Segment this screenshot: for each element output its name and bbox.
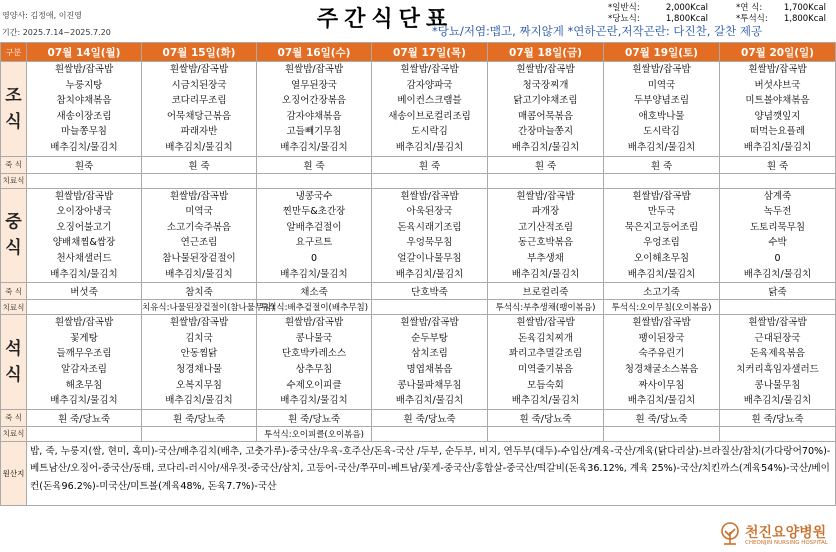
- dish-item: 양념깻잎지: [754, 110, 801, 122]
- dialysis-label: 치료식: [1, 426, 27, 441]
- calorie-diabetes: *당뇨식: 1,800Kcal: [608, 14, 708, 24]
- dialysis-cell: [488, 173, 604, 188]
- day-header: 07월 16일(수): [257, 43, 372, 62]
- dish-item: 배추김치/물김치: [165, 395, 233, 407]
- origin-row: [1, 441, 836, 505]
- dish-item: 배추김치/물김치: [50, 268, 118, 280]
- porridge-cell: 흰 죽/당뇨죽: [27, 409, 142, 426]
- logo-name: 천진요양병원: [745, 525, 827, 541]
- dish-item: 꽃게탕: [70, 332, 98, 344]
- porridge-cell: 브로컬리죽: [488, 283, 604, 300]
- dish-item: 콩나물무침: [754, 379, 801, 391]
- porridge-label: 죽 식: [1, 283, 27, 300]
- menu-cell: [257, 62, 372, 157]
- dish-item: 흰쌀밥/잡곡밥: [516, 190, 575, 202]
- dish-item: 배추김치/물김치: [395, 268, 464, 280]
- day-header: 07월 15일(화): [142, 43, 257, 62]
- dialysis-row: [1, 173, 836, 188]
- dialysis-row: [1, 300, 836, 315]
- dish-item: 숙주유린기: [638, 348, 685, 360]
- dish-item: 파래자반: [180, 126, 218, 138]
- menu-cell: [720, 315, 836, 410]
- dish-item: 묵은지고등어조림: [624, 221, 699, 233]
- dish-item: 단호박카레소스: [281, 348, 347, 360]
- dish-item: 얼갈이나물무침: [397, 252, 462, 264]
- porridge-cell: 흰 죽/당뇨죽: [142, 409, 257, 426]
- dish-item: 흰쌀밥/잡곡밥: [54, 64, 114, 75]
- page-header: [0, 0, 835, 46]
- dialysis-cell: [372, 426, 488, 441]
- dish-item: 배추김치/물김치: [50, 141, 118, 153]
- dish-item: 김치국: [185, 332, 213, 344]
- day-header: 07월 20일(일): [720, 43, 836, 62]
- dish-item: 만두국: [647, 206, 676, 218]
- meal-row: [1, 62, 836, 157]
- dish-item: 흰쌀밥/잡곡밥: [169, 64, 229, 75]
- porridge-cell: 흰 죽: [142, 156, 257, 173]
- day-header: 07월 14일(월): [27, 43, 142, 62]
- menu-cell: [372, 315, 488, 410]
- dish-item: 삼계죽: [763, 190, 792, 202]
- dish-item: 배추김치/물김치: [280, 141, 348, 153]
- dish-item: 흰쌀밥/잡곡밥: [632, 317, 691, 329]
- porridge-cell: 흰 죽/당뇨죽: [257, 409, 372, 426]
- meal-label: 중 식: [1, 188, 27, 283]
- dish-item: 흰쌀밥/잡곡밥: [516, 64, 575, 75]
- porridge-label: 죽 식: [1, 409, 27, 426]
- menu-cell: [372, 188, 488, 283]
- dish-item: 꽈리고추멸갈조림: [508, 348, 583, 360]
- day-header: 07월 18일(금): [488, 43, 604, 62]
- dish-item: 배추김치/물김치: [280, 268, 348, 280]
- porridge-cell: 단호박죽: [372, 283, 488, 300]
- meal-label: 조 식: [1, 62, 27, 157]
- dish-item: 들깨무우조림: [56, 348, 112, 360]
- menu-body: [1, 62, 836, 506]
- menu-cell: [27, 188, 142, 283]
- porridge-cell: 흰 죽: [257, 156, 372, 173]
- dish-item: 배추김치/물김치: [165, 268, 233, 280]
- menu-cell: [27, 315, 142, 410]
- origin-label: 원산지: [1, 441, 27, 505]
- dish-item: 알배추겉절이: [286, 221, 342, 233]
- menu-cell: [604, 62, 720, 157]
- dish-item: 배추김치/물김치: [743, 268, 812, 280]
- dish-item: 배추김치/물김치: [50, 395, 118, 407]
- dish-item: 녹두전: [763, 206, 792, 218]
- dish-item: 흰쌀밥/잡곡밥: [400, 317, 459, 329]
- dish-item: 배추김치/물김치: [395, 141, 464, 153]
- dialysis-cell: [372, 173, 488, 188]
- dish-item: 오이장아냉국: [56, 206, 112, 218]
- dish-item: 흰쌀밥/잡곡밥: [284, 317, 344, 329]
- dish-item: 흰쌀밥/잡곡밥: [400, 64, 459, 75]
- dish-item: 흰쌀밥/잡곡밥: [516, 317, 575, 329]
- origin-text: 밥, 죽, 누룽지(쌀, 현미, 흑미)-국산/배추김치(배추, 고춧가루)-중국산/우육-호주산/돈육-국산 /두부, 순두부, 비지, 연두부(대두)-수입산/계육-국산/계육(닭다리살)-브라질산/참치(가다랑어70%)-베트남산/오징어-중국산/동태, 코다리-러시아/새우젓-중국산/삼치, 고등어-국산/쭈꾸미-베트남/꽃게-중국산/홍합살-중국산/떡갈비(돈육36.12%, 계육 25%)-국산/치킨까스(계육54%)-국산/베이컨(돈육96.2%)-미국산/미트볼(계육48%, 돈육7.7%)-국산: [27, 441, 836, 505]
- dialysis-cell: [372, 300, 488, 315]
- dish-item: 부추생채: [527, 252, 564, 264]
- calorie-dialysis: *투석식: 1,800Kcal: [736, 14, 826, 24]
- dish-item: 양배채찜&쌈장: [52, 237, 116, 249]
- dish-item: 돈육시래기조림: [397, 221, 462, 233]
- dish-item: 명엽채볶음: [406, 363, 453, 375]
- dish-item: 새송이장조림: [56, 110, 112, 122]
- dish-item: 요구르트: [295, 237, 333, 249]
- dish-item: 흰쌀밥/잡곡밥: [284, 64, 344, 75]
- dish-item: 배추김치/물김치: [395, 395, 464, 407]
- dish-item: 코다리무조림: [171, 95, 227, 107]
- dish-item: 청경채나물: [176, 363, 222, 375]
- dish-item: 흰쌀밥/잡곡밥: [632, 190, 691, 202]
- dish-item: 고기산적조림: [517, 221, 574, 233]
- dish-item: 수제오이피클: [286, 379, 342, 391]
- dish-item: 천사채샐러드: [56, 252, 112, 264]
- dialysis-cell: [720, 173, 836, 188]
- dish-item: 오이해초무침: [633, 252, 690, 264]
- dish-item: 팽이된장국: [638, 332, 685, 344]
- dish-item: 도시락김: [643, 126, 680, 138]
- dish-item: 우엉조림: [643, 237, 680, 249]
- dish-item: 버섯샤브국: [754, 79, 801, 91]
- dish-item: 파개장: [531, 206, 560, 218]
- dish-item: 도토리묵무침: [749, 221, 806, 233]
- porridge-label: 죽 식: [1, 156, 27, 173]
- diet-note: *당뇨/저염:맵고, 짜지않게 *연하곤란,저작곤란: 다진찬, 갈찬 제공: [432, 24, 763, 38]
- logo-english: CHEONJIN NURSING HOSPITAL: [745, 540, 828, 546]
- porridge-cell: 닭죽: [720, 283, 836, 300]
- dish-item: 연근조림: [180, 237, 218, 249]
- dish-item: 찐만두&초간장: [282, 206, 346, 218]
- porridge-cell: 흰 죽/당뇨죽: [488, 409, 604, 426]
- dish-item: 떠먹는요플레: [749, 126, 806, 138]
- dish-item: 돈육김치찌개: [517, 332, 574, 344]
- dialysis-cell: [142, 173, 257, 188]
- menu-cell: [604, 188, 720, 283]
- dish-item: 흰쌀밥/잡곡밥: [54, 190, 114, 202]
- menu-cell: [142, 315, 257, 410]
- nutritionist-text: 영양사: 김정애, 이진영: [2, 11, 82, 20]
- dish-item: 냉콩국수: [295, 190, 333, 202]
- porridge-cell: 흰 죽: [372, 156, 488, 173]
- dish-item: 배추김치/물김치: [165, 141, 233, 153]
- dish-item: 흰쌀밥/잡곡밥: [748, 64, 807, 75]
- porridge-cell: 흰 죽/당뇨죽: [604, 409, 720, 426]
- dialysis-cell: [27, 300, 142, 315]
- dish-item: 청경채굴소스볶음: [624, 363, 699, 375]
- dish-item: 해초무침: [65, 379, 103, 391]
- dish-item: 고들빼기무침: [286, 126, 342, 138]
- dish-item: 감자양파국: [406, 79, 453, 91]
- dialysis-cell: 투석식:부추생채(팽이볶음): [488, 300, 604, 315]
- dish-item: 시금치된장국: [171, 79, 227, 91]
- porridge-cell: 흰 죽/당뇨죽: [720, 409, 836, 426]
- porridge-cell: 소고기죽: [604, 283, 720, 300]
- dish-item: 0: [310, 252, 318, 264]
- dish-item: 흰쌀밥/잡곡밥: [748, 317, 807, 329]
- menu-cell: [257, 315, 372, 410]
- dish-item: 배추김치/물김치: [627, 268, 696, 280]
- dialysis-cell: 투석식:오이피클(오이볶음): [257, 426, 372, 441]
- dish-item: 근대된장국: [754, 332, 801, 344]
- porridge-cell: 채소죽: [257, 283, 372, 300]
- dish-item: 소고기숙주볶음: [166, 221, 232, 233]
- dish-item: 배추김치/물김치: [280, 395, 348, 407]
- dish-item: 닭고기야채조림: [513, 95, 578, 107]
- day-header: 07월 19일(토): [604, 43, 720, 62]
- dish-item: 참치야채볶음: [56, 95, 112, 107]
- dish-item: 알감자조림: [61, 363, 107, 375]
- dish-item: 동근호박볶음: [517, 237, 574, 249]
- dish-item: 두부양념조림: [633, 95, 690, 107]
- dish-item: 오징어불고기: [56, 221, 112, 233]
- dish-item: 열무된장국: [291, 79, 337, 91]
- dialysis-cell: [488, 426, 604, 441]
- dialysis-cell: [142, 426, 257, 441]
- dish-item: 콩나물국: [295, 332, 333, 344]
- dialysis-cell: [604, 173, 720, 188]
- dish-item: 순두부탕: [411, 332, 448, 344]
- dish-item: 배추김치/물김치: [627, 395, 696, 407]
- dish-item: 배추김치/물김치: [511, 395, 580, 407]
- dish-item: 배추김치/물김치: [743, 395, 812, 407]
- calorie-soft: *연 식: 1,700Kcal: [736, 3, 826, 13]
- meal-row: [1, 315, 836, 410]
- menu-cell: [604, 315, 720, 410]
- dish-item: 배추김치/물김치: [627, 141, 696, 153]
- menu-cell: [142, 62, 257, 157]
- day-header-row: [1, 43, 836, 62]
- porridge-cell: 흰 죽: [604, 156, 720, 173]
- dish-item: 오복지무침: [176, 379, 222, 391]
- menu-cell: [488, 315, 604, 410]
- dish-item: 어묵채당근볶음: [166, 110, 232, 122]
- dialysis-label: 치료식: [1, 300, 27, 315]
- porridge-cell: 흰죽: [27, 156, 142, 173]
- dialysis-cell: [27, 173, 142, 188]
- dish-item: 콩나물파채무침: [397, 379, 462, 391]
- dish-item: 0: [774, 252, 781, 264]
- hospital-logo: [718, 520, 833, 550]
- dish-item: 누룽지탕: [65, 79, 103, 91]
- porridge-cell: 흰 죽/당뇨죽: [372, 409, 488, 426]
- dish-item: 미역줄기볶음: [517, 363, 574, 375]
- dish-item: 우엉묵무침: [406, 237, 453, 249]
- dialysis-cell: [257, 173, 372, 188]
- dialysis-cell: [720, 300, 836, 315]
- dialysis-cell: 투석식:오이무침(오이볶음): [604, 300, 720, 315]
- dialysis-label: 치료식: [1, 173, 27, 188]
- dish-item: 미역국: [647, 79, 676, 91]
- porridge-cell: 흰 죽: [720, 156, 836, 173]
- dish-item: 미역국: [185, 206, 213, 218]
- dish-item: 참나물된장겉절이: [162, 252, 236, 264]
- gubun-header: 구분: [1, 43, 27, 62]
- dish-item: 청국장찌개: [522, 79, 569, 91]
- dish-item: 모듬숙회: [527, 379, 564, 391]
- dish-item: 흰쌀밥/잡곡밥: [169, 317, 229, 329]
- dish-item: 간장마늘쫑지: [517, 126, 574, 138]
- tree-logo-icon: [718, 522, 742, 546]
- porridge-cell: 버섯죽: [27, 283, 142, 300]
- dish-item: 치커리흑임자샐러드: [736, 363, 819, 375]
- menu-cell: [488, 62, 604, 157]
- menu-cell: [720, 62, 836, 157]
- menu-cell: [27, 62, 142, 157]
- dish-item: 도시락김: [411, 126, 448, 138]
- dish-item: 감자야채볶음: [286, 110, 342, 122]
- dialysis-cell: 투석식:배추겉절이(배추무침): [257, 300, 372, 315]
- menu-cell: [372, 62, 488, 157]
- dish-item: 마늘쫑무침: [61, 126, 107, 138]
- dish-item: 삼치조림: [411, 348, 448, 360]
- porridge-cell: 흰 죽: [488, 156, 604, 173]
- dish-item: 흰쌀밥/잡곡밥: [54, 317, 114, 329]
- dialysis-row: [1, 426, 836, 441]
- porridge-row: [1, 409, 836, 426]
- porridge-cell: 참치죽: [142, 283, 257, 300]
- dish-item: 베이컨스크램블: [397, 95, 462, 107]
- dish-item: 흰쌀밥/잡곡밥: [400, 190, 459, 202]
- meal-label: 석 식: [1, 315, 27, 410]
- dish-item: 배추김치/물김치: [511, 141, 580, 153]
- dish-item: 안동찜닭: [180, 348, 218, 360]
- dish-item: 흰쌀밥/잡곡밥: [169, 190, 229, 202]
- dialysis-cell: 치유식:나물된장겉절이(참나물무침): [142, 300, 257, 315]
- dish-item: 미트볼야채볶음: [745, 95, 810, 107]
- menu-cell: [142, 188, 257, 283]
- meal-row: [1, 188, 836, 283]
- menu-cell: [720, 188, 836, 283]
- dish-item: 배추김치/물김치: [743, 141, 812, 153]
- weekly-menu-table: [0, 42, 836, 506]
- dish-item: 매콤어묵볶음: [517, 110, 574, 122]
- dish-item: 배추김치/물김치: [511, 268, 580, 280]
- dish-item: 수박: [768, 237, 787, 249]
- porridge-row: [1, 156, 836, 173]
- dish-item: 애호박나물: [638, 110, 685, 122]
- period-text: 기간: 2025.7.14~2025.7.20: [2, 28, 111, 37]
- dish-item: 상추무침: [295, 363, 333, 375]
- dish-item: 새송이브로컬리조림: [388, 110, 471, 122]
- day-header: 07월 17일(목): [372, 43, 488, 62]
- dish-item: 아욱된장국: [406, 206, 453, 218]
- page-title: 주간식단표: [316, 7, 454, 32]
- dish-item: 오징어간장볶음: [281, 95, 347, 107]
- menu-cell: [488, 188, 604, 283]
- dialysis-cell: [604, 426, 720, 441]
- dish-item: 짜사이무침: [638, 379, 685, 391]
- dialysis-cell: [27, 426, 142, 441]
- dish-item: 흰쌀밥/잡곡밥: [632, 64, 691, 75]
- calorie-regular: *일반식: 2,000Kcal: [608, 3, 708, 13]
- dish-item: 돈육제육볶음: [749, 348, 806, 360]
- menu-cell: [257, 188, 372, 283]
- dialysis-cell: [720, 426, 836, 441]
- porridge-row: [1, 283, 836, 300]
